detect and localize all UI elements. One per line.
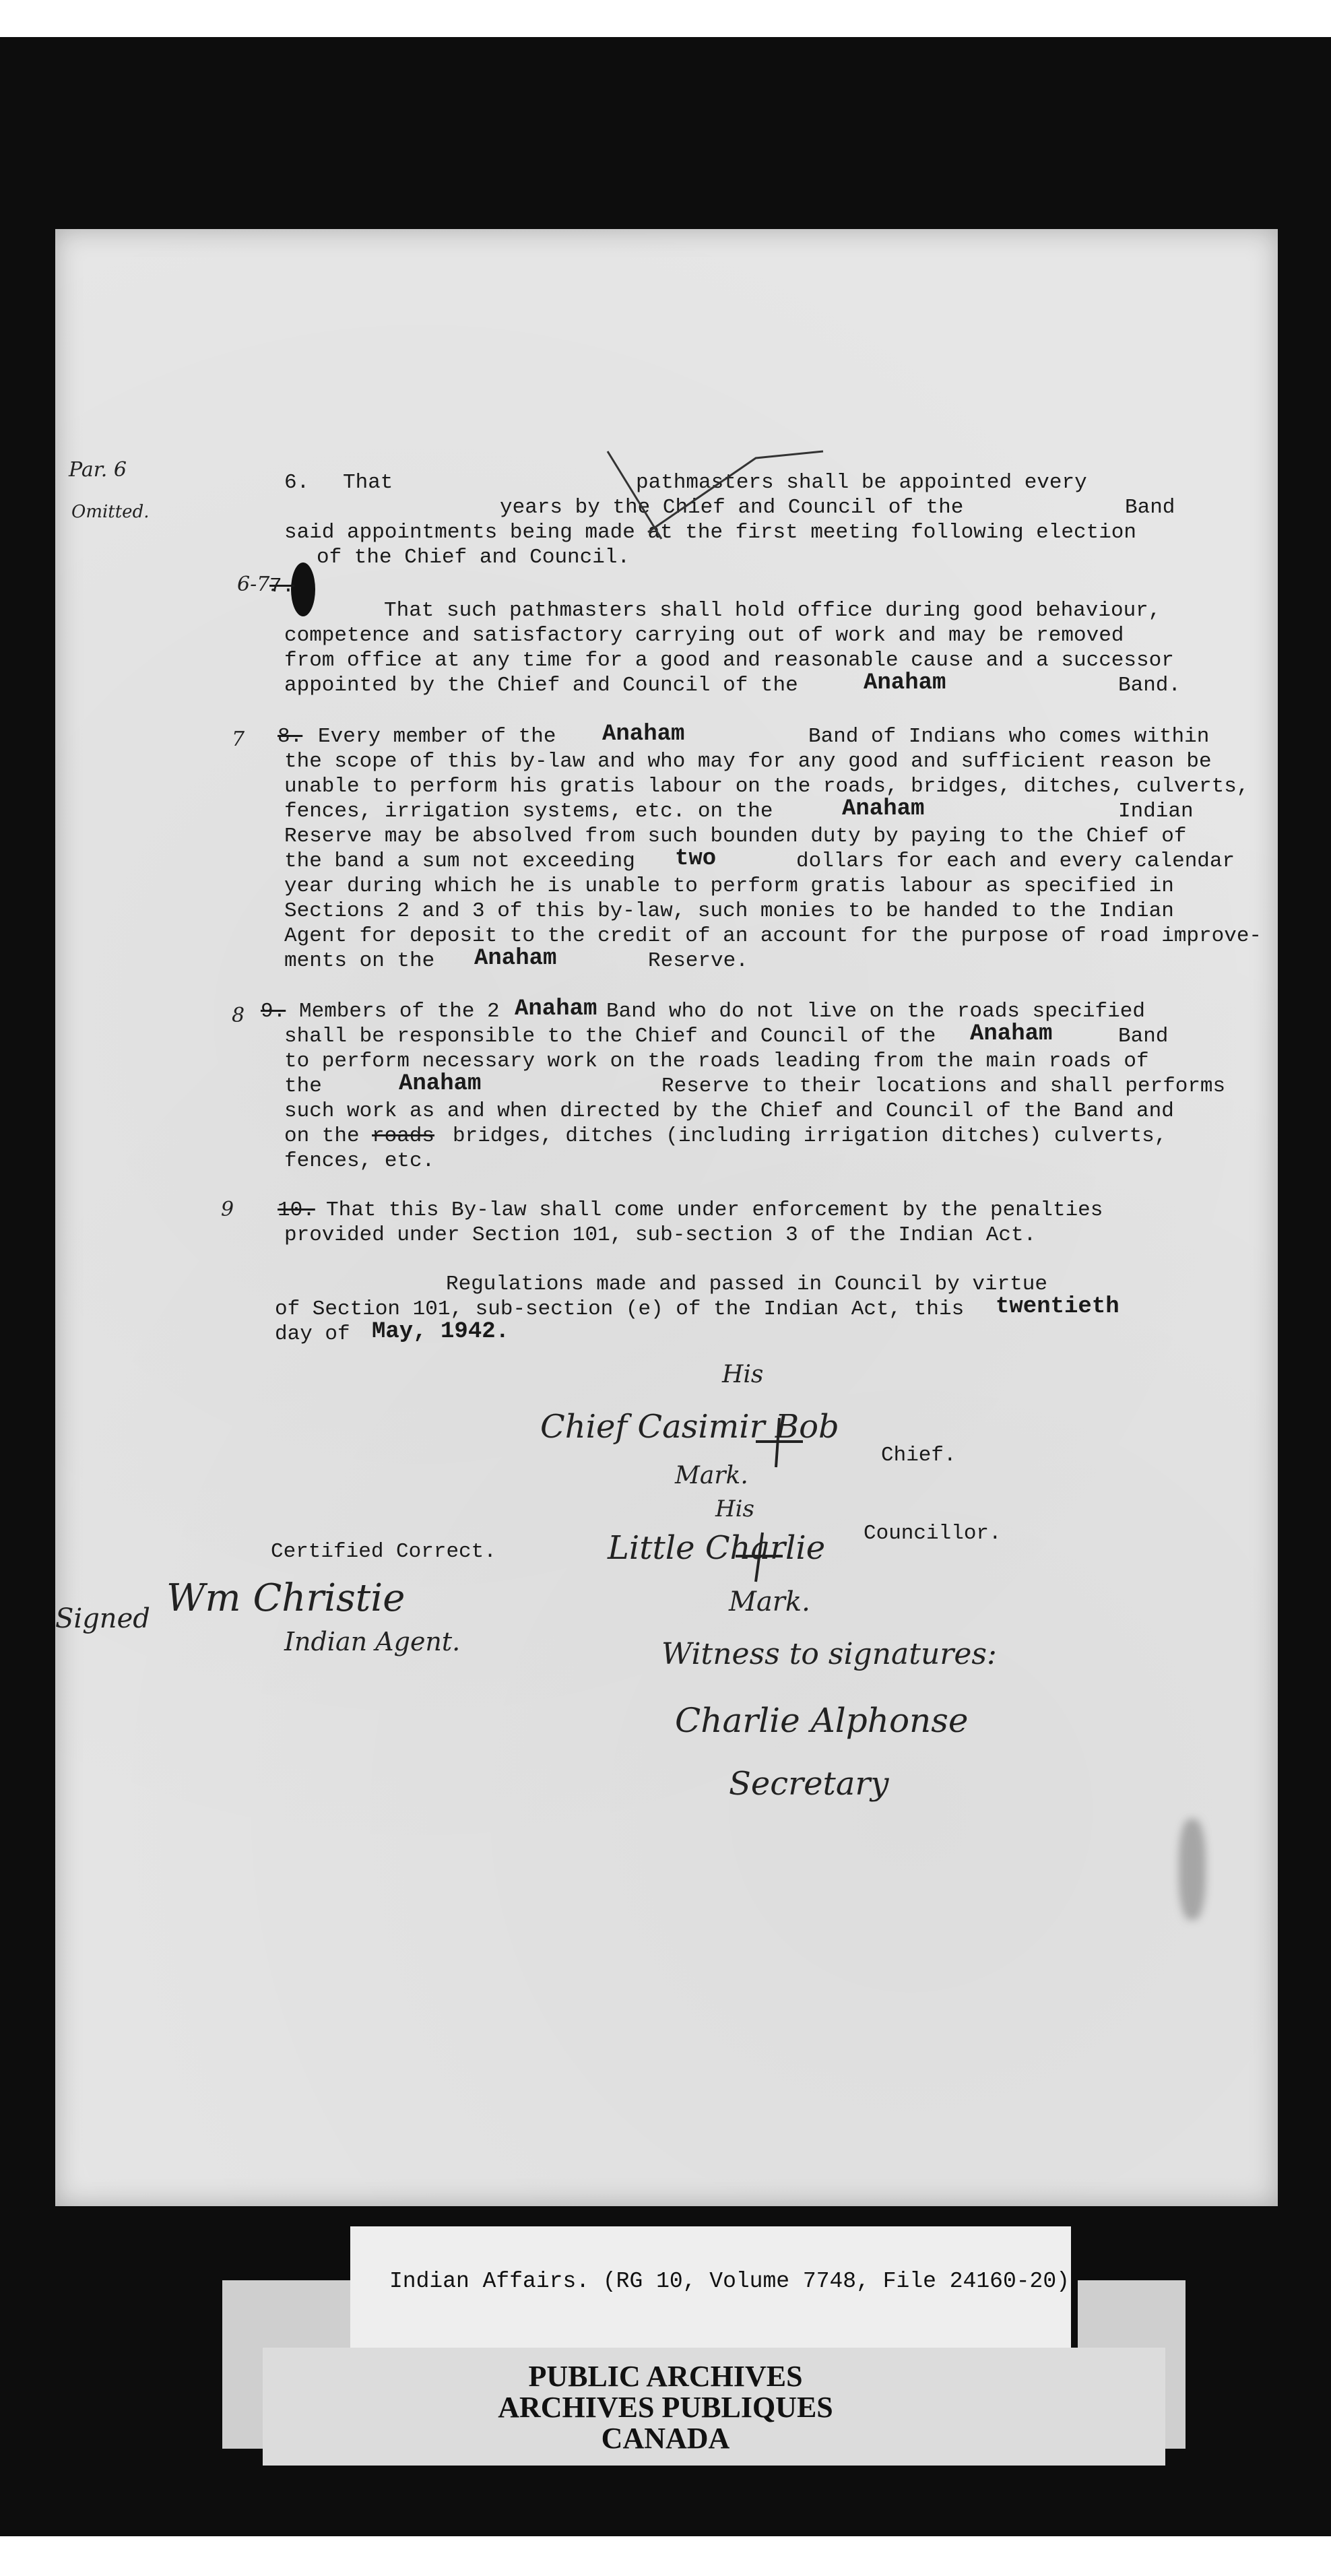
para8-line10c: Reserve. — [648, 949, 748, 973]
signed-note: Signed — [55, 1603, 150, 1634]
para9-line6b: roads — [372, 1124, 435, 1148]
para8-line9: Agent for deposit to the credit of an account for the purpose of road improve- — [284, 924, 1262, 948]
para9-line1b: Anaham — [515, 996, 597, 1022]
para7-line4b: Anaham — [864, 670, 946, 696]
margin-note-7: 7 — [232, 728, 245, 751]
para9-line2b: Anaham — [970, 1021, 1053, 1047]
para9-line5: such work as and when directed by the Chief and Council of the Band and — [284, 1099, 1174, 1123]
para8-num: 8. — [278, 725, 303, 748]
para7-line3: from office at any time for a good and reasonable cause and a successor — [284, 649, 1174, 672]
mark-label-1: Mark. — [675, 1462, 748, 1489]
councillor-mark-cross — [729, 1529, 789, 1583]
his-label-2: His — [715, 1495, 754, 1522]
margin-note-8: 8 — [232, 1004, 245, 1027]
para6-line2b: Band — [1125, 496, 1175, 519]
archive-reference-label: Indian Affairs. (RG 10, Volume 7748, File 24160-20) — [389, 2269, 1070, 2294]
smudge-mark — [1179, 1819, 1206, 1920]
para7-line4c: Band. — [1118, 674, 1181, 697]
para9-line4b: Anaham — [399, 1071, 482, 1097]
margin-note-9: 9 — [221, 1198, 234, 1221]
mark-label-2: Mark. — [729, 1586, 810, 1617]
witness-label: Witness to signatures: — [661, 1637, 997, 1671]
para9-line3: to perform necessary work on the roads leading from the main roads of — [284, 1050, 1149, 1073]
margin-note-par6: Par. 6 — [69, 458, 127, 482]
para8-line1b: Anaham — [602, 721, 685, 747]
regulations-line3b: May, 1942. — [372, 1319, 510, 1345]
para6-line2: years by the Chief and Council of the — [500, 496, 964, 519]
strike-mark — [581, 438, 864, 546]
para6-num: 6. — [284, 471, 310, 494]
para8-line10b: Anaham — [474, 946, 557, 971]
agent-signature: Wm Christie — [166, 1576, 405, 1620]
margin-note-6-7: 6-7. — [237, 573, 276, 596]
para8-line3: unable to perform his gratis labour on the roads, bridges, ditches, culverts, — [284, 775, 1249, 798]
witness-signature: Charlie Alphonse — [675, 1701, 969, 1740]
para8-line6c: dollars for each and every calendar — [796, 849, 1235, 873]
para6-line3: said appointments being made at the first meeting following election — [284, 521, 1137, 544]
stamp-line-3: CANADA — [601, 2422, 730, 2455]
para8-line6a: the band a sum not exceeding — [284, 849, 635, 873]
para8-line2: the scope of this by-law and who may for any good and sufficient reason be — [284, 750, 1212, 773]
para6-line4: of the Chief and Council. — [317, 546, 630, 569]
para9-line7: fences, etc. — [284, 1149, 435, 1173]
para9-line4c: Reserve to their locations and shall performs — [661, 1074, 1226, 1098]
para8-line7: year during which he is unable to perform gratis labour as specified in — [284, 874, 1174, 898]
margin-note-omitted: Omitted. — [71, 502, 150, 522]
certified-correct: Certified Correct. — [271, 1540, 496, 1564]
para10-line1: That this By-law shall come under enforcement by the penalties — [326, 1198, 1103, 1222]
regulations-line3a: day of — [275, 1322, 350, 1346]
regulations-line1: Regulations made and passed in Council by virtue — [446, 1273, 1047, 1296]
regulations-line2a: of Section 101, sub-section (e) of the Indian Act, this — [275, 1297, 965, 1321]
para6-line1a: That — [343, 471, 393, 494]
para8-line1c: Band of Indians who comes within — [808, 725, 1210, 748]
councillor-label: Councillor. — [864, 1522, 1002, 1545]
chief-mark-cross — [749, 1415, 810, 1469]
para9-line1c: Band who do not live on the roads specified — [606, 1000, 1145, 1023]
secretary-label: Secretary — [729, 1765, 889, 1803]
para7-line1: That such pathmasters shall hold office during good behaviour, — [384, 599, 1161, 622]
para8-line8: Sections 2 and 3 of this by-law, such monies to be handed to the Indian — [284, 899, 1174, 923]
para9-line4a: the — [284, 1074, 322, 1098]
para9-line6a: on the — [284, 1124, 360, 1148]
para8-line5: Reserve may be absolved from such bounden duty by paying to the Chief of — [284, 825, 1187, 848]
para9-num: 9. — [261, 1000, 286, 1023]
agent-title: Indian Agent. — [284, 1627, 461, 1656]
para10-line2: provided under Section 101, sub-section 3 of the Indian Act. — [284, 1223, 1037, 1247]
para7-line4a: appointed by the Chief and Council of the — [284, 674, 798, 697]
para8-line4c: Indian — [1118, 800, 1194, 823]
regulations-line2b: twentieth — [996, 1294, 1119, 1320]
para7-line2: competence and satisfactory carrying out of work and may be removed — [284, 624, 1124, 647]
para8-line6b: two — [675, 846, 717, 872]
punch-hole — [291, 562, 315, 616]
his-label-1: His — [722, 1361, 764, 1388]
chief-label: Chief. — [881, 1444, 956, 1467]
para6-line1b: pathmasters shall be appointed every — [636, 471, 1087, 494]
para8-line1a: Every member of the — [318, 725, 556, 748]
councillor-signature: Little Charlie — [608, 1529, 826, 1567]
stamp-line-2: ARCHIVES PUBLIQUES — [498, 2391, 833, 2424]
document-page — [55, 229, 1278, 2206]
para9-line2a: shall be responsible to the Chief and Council of the — [284, 1025, 936, 1048]
para8-line10a: ments on the — [284, 949, 435, 973]
para10-num: 10. — [278, 1198, 315, 1222]
para9-line2c: Band — [1118, 1025, 1169, 1048]
para9-line6c: bridges, ditches (including irrigation ditches) culverts, — [453, 1124, 1167, 1148]
chief-signature: Chief Casimir Bob — [540, 1408, 839, 1446]
stamp-line-1: PUBLIC ARCHIVES — [528, 2360, 803, 2393]
para9-line1a: Members of the 2 — [299, 1000, 500, 1023]
para8-line4a: fences, irrigation systems, etc. on the — [284, 800, 773, 823]
para7-num: 7. — [269, 575, 295, 598]
para8-line4b: Anaham — [842, 796, 925, 822]
